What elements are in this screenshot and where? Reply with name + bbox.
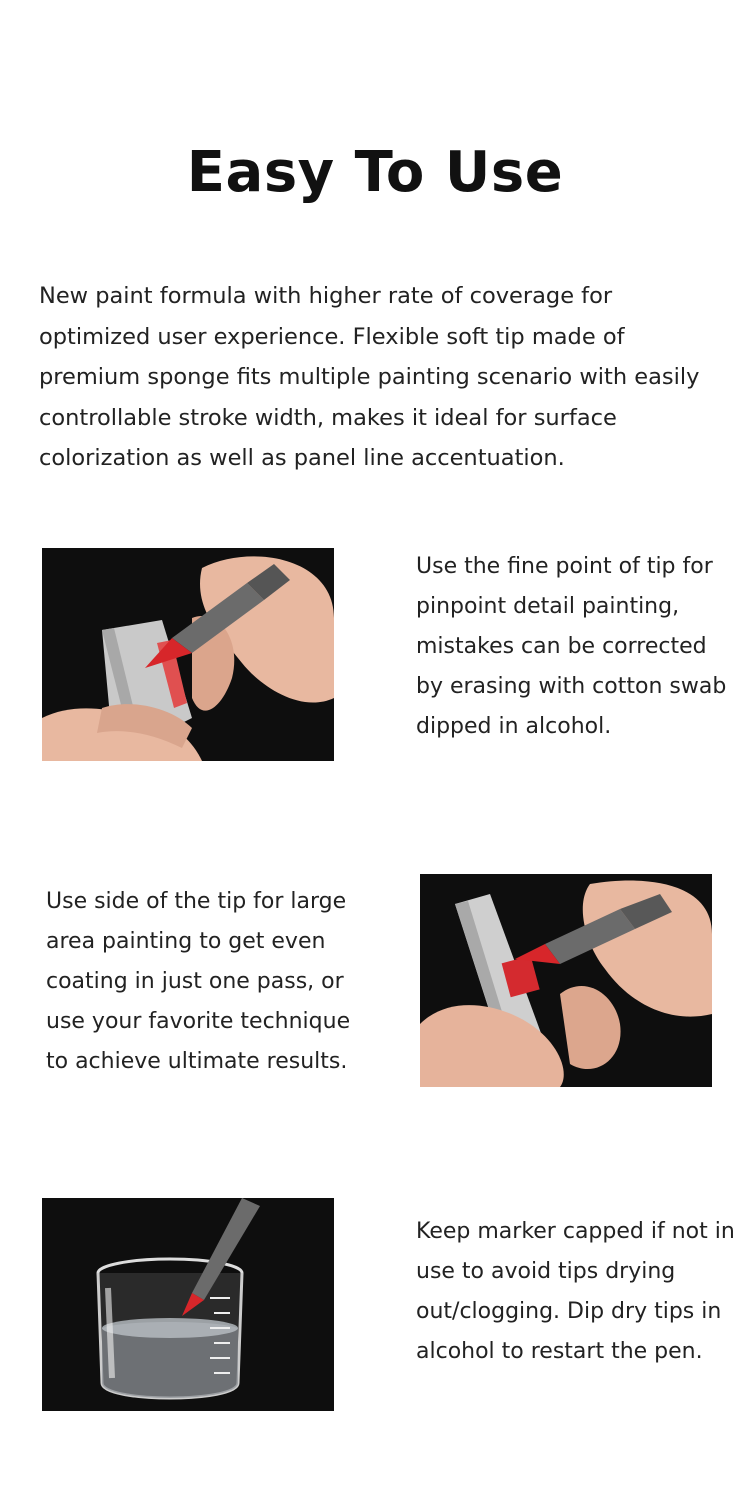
side-tip-painting-photo [420, 874, 712, 1087]
side-tip-description: Use side of the tip for large area painting to get even coating in just one pass, or use your favorite technique to achieve ultimate results. [46, 889, 351, 1074]
page-title: Easy To Use [186, 140, 564, 205]
fine-tip-description: Use the fine point of tip for pinpoint detail painting, mistakes can be corrected by erasing with cotton swab dipped in alcohol. [416, 554, 727, 739]
capping-description: Keep marker capped if not in use to avoid tips drying out/clogging. Dip dry tips in alcohol to restart the pen. [416, 1219, 735, 1364]
intro-paragraph: New paint formula with higher rate of coverage for optimized user experience. Flexible soft tip made of premium sponge fits multiple painting scenario with easily controllable stroke width, makes it ideal for surface colorization as well as panel line accentuation. [39, 283, 700, 471]
alcohol-dip-photo [42, 1198, 334, 1411]
fine-tip-detail-photo [42, 548, 334, 761]
